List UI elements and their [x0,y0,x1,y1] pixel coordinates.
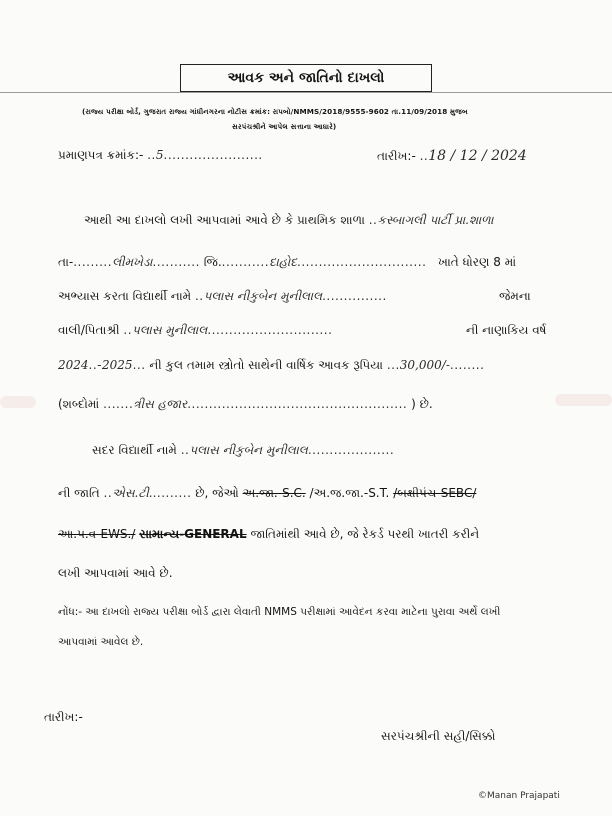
guardian-label: વાલી/પિતાશ્રી [58,323,120,337]
paper-smudge [0,396,36,408]
income-text: ની કુલ તમામ સ્ત્રોતો સાથેની વાર્ષિક આવક રૂપિયા [149,358,383,372]
category-st: /અ.જ.જા.-S.T. [309,486,390,500]
certificate-date-label: તારીખ:- [377,149,416,163]
category-general-struck: સામાન્ય-GENERAL [139,527,247,541]
notice-line-2: સરપંચશ્રીને આપેલ સત્તાના આધારે) [232,122,337,131]
note-line-2: આપવામાં આવેલ છે. [58,636,144,648]
paper-smudge [555,394,612,406]
income-value: 30,000/- [399,358,450,372]
district-value: દાહોદ [269,255,297,269]
financial-year-label: ની નાણાકિય વર્ષ [466,323,547,337]
category-ews-struck: આ.પ.વ-EWS./ [58,527,136,541]
note-line-1 [58,606,500,619]
certificate-number-label: પ્રમાણપત્ર ક્રમાંક:- [58,148,144,162]
title-divider [0,92,612,93]
body-line-9 [58,527,479,542]
taluka-value: લીમખેડા [112,255,153,269]
note-label: નોંધ:- [58,606,83,618]
words-label: (શબ્દોમાં [58,397,100,411]
student-name: પલાસ નીકુબેન મુનીલાલ [203,289,323,303]
student-label: અભ્યાસ કરતા વિદ્યાર્થી નામે [58,289,192,303]
body-line-7: સદર વિદ્યાર્થી નામે ..પલાસ નીકુબેન મુનીલાલ.................... [92,443,395,457]
certificate-date-value: 18 / 12 / 2024 [428,148,527,164]
income-in-words: ત્રીસ હજાર [133,397,188,411]
document-title-box [180,64,432,92]
category-sc-struck: અ.જા.-S.C. [242,486,306,500]
footer-date-label: તારીખ:- [44,710,83,724]
notice-line-1: (રાજ્ય પરીક્ષા બોર્ડ, ગુજરાત રાજ્ય ગાંધીનગરના નોટીસ ક્રમાંક: રાપબો/NMMS/2018/9555-9602 તા.11/09/2018 મુજબ [82,107,468,116]
body-line-5: 2024..-2025... ની કુલ તમામ સ્ત્રોતો સાથેની વાર્ષિક આવક રૂપિયા ...30,000/-........ [58,358,485,372]
body-line-2: તા-.........લીમખેડા........... જિ............દાહોદ.............................. [58,255,427,269]
closing-text: લખી આપવામાં આવે છે. [58,566,173,580]
document-title: આવક અને જાતિનો દાખલો [227,70,385,86]
credit-text: ©Manan Prajapati [478,791,560,801]
caste-value: એસ.ટી. [112,486,153,500]
standard-text: ખાતે ધોરણ 8 માં [438,255,517,269]
certificate-number-value: 5 [155,148,164,162]
caste-end-text: જાતિમાંથી આવે છે, જે રેકર્ડ પરથી ખાતરી કરીને [250,527,480,541]
body-line-3: અભ્યાસ કરતા વિદ્યાર્થી નામે ..પલાસ નીકુબેન મુનીલાલ............... [58,289,387,303]
guardian-name: પલાસ મુનીલાલ [132,323,208,337]
certificate-date-row: તારીખ:- ..18 / 12 / 2024 [377,148,527,164]
sadar-text: સદર વિદ્યાર્થી નામે [92,443,177,457]
intro-text: આથી આ દાખલો લખી આપવામાં આવે છે કે પ્રાથમિક શાળા [84,213,365,227]
category-sebc-struck: /બક્ષીપંચ-SEBC/ [393,486,477,500]
body-line-1: આથી આ દાખલો લખી આપવામાં આવે છે કે પ્રાથમિક શાળા ..કસ્બાગલી પાર્ટી પ્રા.શાળા [84,213,494,227]
note-text-1: આ દાખલો રાજ્ય પરીક્ષા બોર્ડ દ્વારા લેવાતી NMMS પરીક્ષામાં આવેદન કરવા માટેના પુરાવા અર્થે લખી [85,606,501,618]
body-line-6: (શબ્દોમાં .......ત્રીસ હજાર................................................... ) છે. [58,397,433,411]
district-label: જિ. [203,255,222,269]
signature-label: સરપંચશ્રીની સહી/સિક્કો [381,729,496,743]
taluka-label: તા- [58,255,74,269]
certificate-number-row: પ્રમાણપત્ર ક્રમાંક:- ..5....................... [58,148,263,162]
student-name-repeat: પલાસ નીકુબેન મુનીલાલ [189,443,308,457]
words-close: ) છે. [411,397,433,411]
body-line-8: ની જાતિ ..એસ.ટી.......... છે, જેઓ અ.જા.-S.C. /અ.જ.જા.-S.T. /બક્ષીપંચ-SEBC/ [58,486,477,500]
year-from: 2024 [58,358,89,372]
body-line-4: વાલી/પિતાશ્રી ..પલાસ મુનીલાલ............................. [58,323,333,337]
year-to: 2025 [102,358,133,372]
whose-text: જેમના [499,289,531,303]
caste-label: ની જાતિ [58,486,100,500]
caste-mid-text: છે, જેઓ [195,486,239,500]
school-name: કસ્બાગલી પાર્ટી પ્રા.શાળા [377,213,494,227]
